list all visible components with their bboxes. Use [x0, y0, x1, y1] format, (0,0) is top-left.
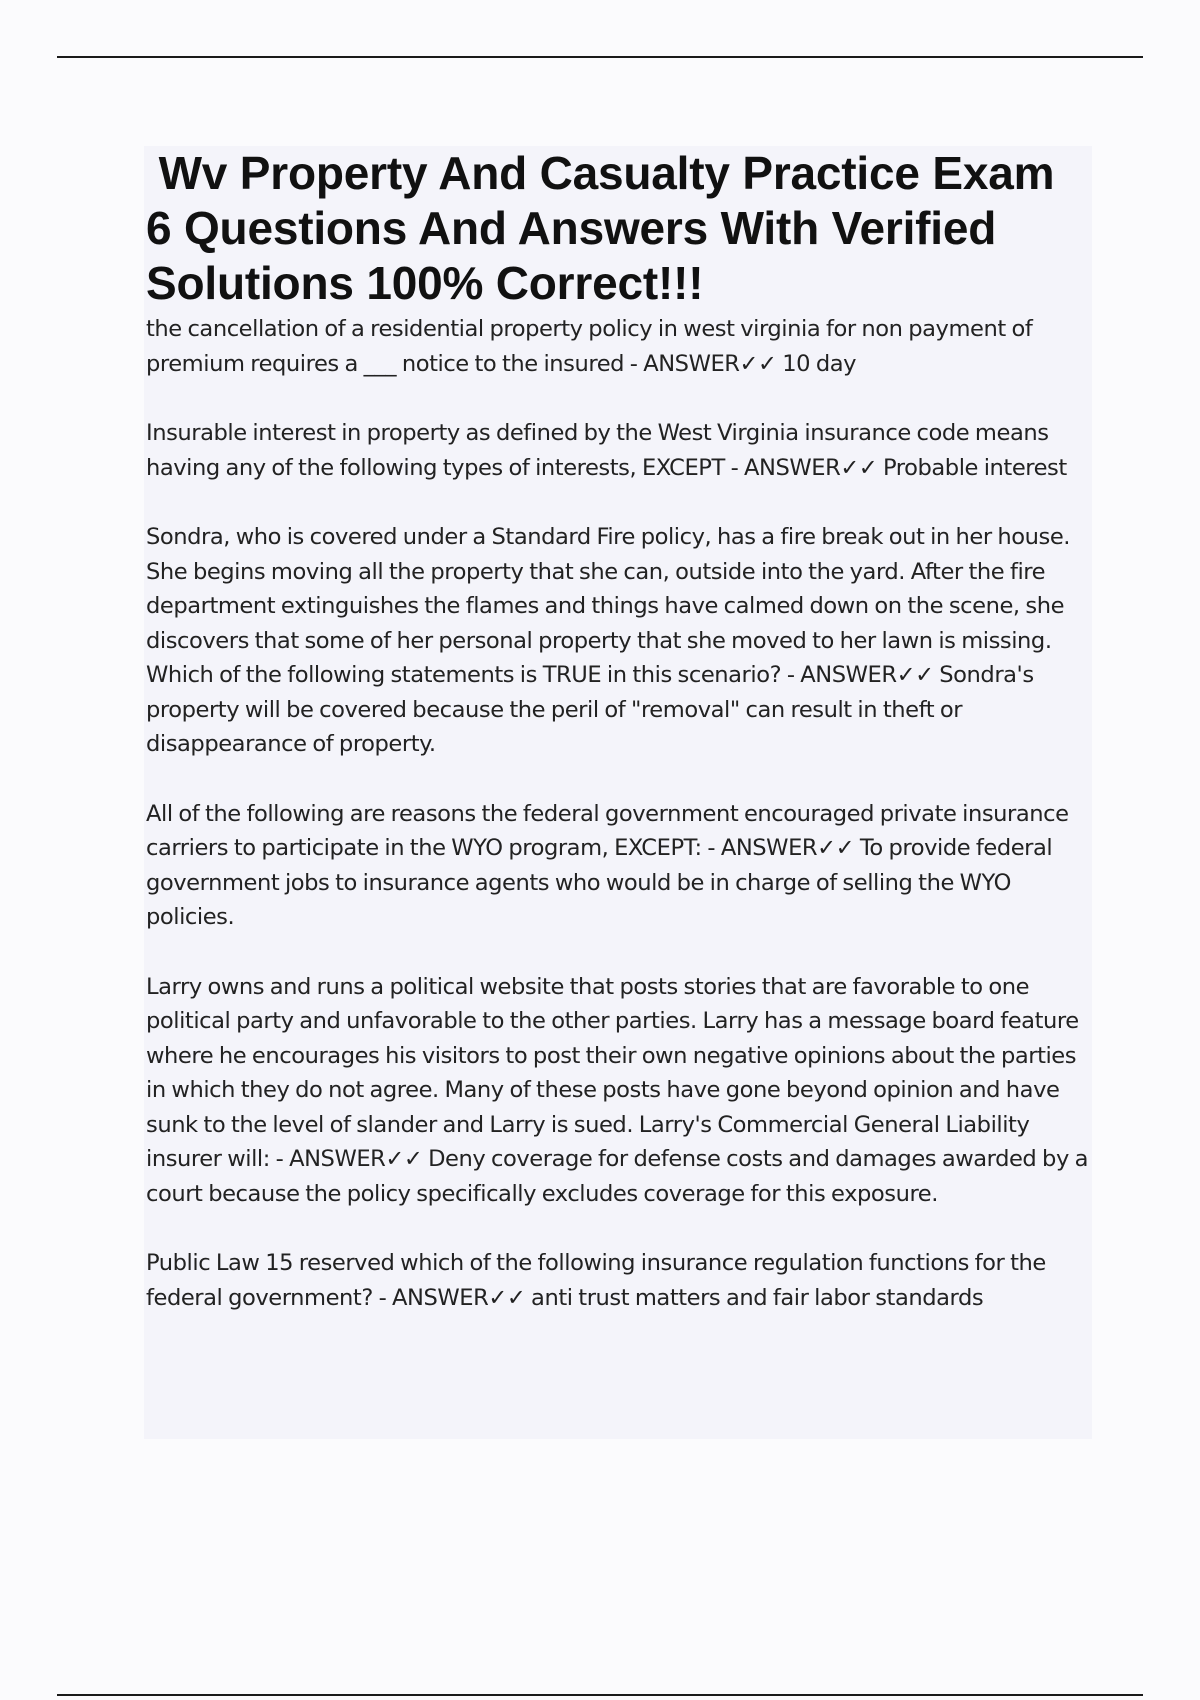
qa-item-4	[146, 797, 1092, 935]
question-text: Sondra, who is covered under a Standard Fire policy, has a fire break out in her house. She begins moving all the property that she can, outside into the yard. After the fire department extinguishes the flames and things have calmed down on the scene, she discovers that some of her personal property that she moved to her lawn is missing. Which of the following statements is TRUE in this scenario? -	[146, 524, 1071, 688]
answer-marker: ANSWER✓✓	[744, 454, 878, 481]
question-text: All of the following are reasons the federal government encouraged private insurance carriers to participate in the WYO program, EXCEPT: -	[146, 800, 1069, 861]
answer-marker: ANSWER✓✓	[289, 1146, 423, 1172]
document-title: Wv Property And Casualty Practice Exam 6 Questions And Answers With Verified Solutions 100% Correct!!!	[146, 147, 1067, 309]
qa-item-5	[146, 970, 1092, 1212]
qa-item-1	[146, 312, 1092, 381]
answer-marker: ANSWER✓✓	[720, 835, 855, 861]
qa-item-2	[146, 416, 1092, 485]
qa-item-6	[146, 1246, 1092, 1315]
question-text: Insurable interest in property as defined by the West Virginia insurance code means having any of the following types of interests, EXCEPT -	[146, 420, 1049, 481]
question-text: Public Law 15 reserved which of the following insurance regulation functions for the federal government? -	[146, 1250, 1046, 1311]
answer-marker: ANSWER✓✓	[392, 1284, 526, 1311]
document-content	[144, 146, 1092, 1439]
answer-marker: ANSWER✓✓	[643, 350, 777, 377]
answer-text: 10 day	[776, 350, 857, 377]
bottom-rule	[57, 1694, 1143, 1696]
answer-text: To provide federal government jobs to insurance agents who would be in charge of selling the WYO policies.	[146, 835, 1053, 930]
question-text: the cancellation of a residential property policy in west virginia for non payment of premium requires a ___ notice to the insured -	[146, 316, 1033, 377]
answer-text: Probable interest	[877, 454, 1067, 481]
answer-text: Sondra's property will be covered because the peril of "removal" can result in theft or disappearance of property.	[146, 662, 1034, 757]
answer-text: Deny coverage for defense costs and damages awarded by a court because the policy specifically excludes coverage for this exposure.	[146, 1146, 1088, 1207]
top-rule	[57, 56, 1143, 58]
answer-text: anti trust matters and fair labor standards	[525, 1284, 984, 1311]
question-text: Larry owns and runs a political website that posts stories that are favorable to one political party and unfavorable to the other parties. Larry has a message board feature where he encourages his visitors to post their own negative opinions about the parties in which they do not agree. Many of these posts have gone beyond opinion and have sunk to the level of slander and Larry is sued. Larry's Commercial General Liability insurer will: -	[146, 973, 1079, 1172]
answer-marker: ANSWER✓✓	[800, 662, 934, 688]
qa-item-3	[146, 520, 1092, 762]
